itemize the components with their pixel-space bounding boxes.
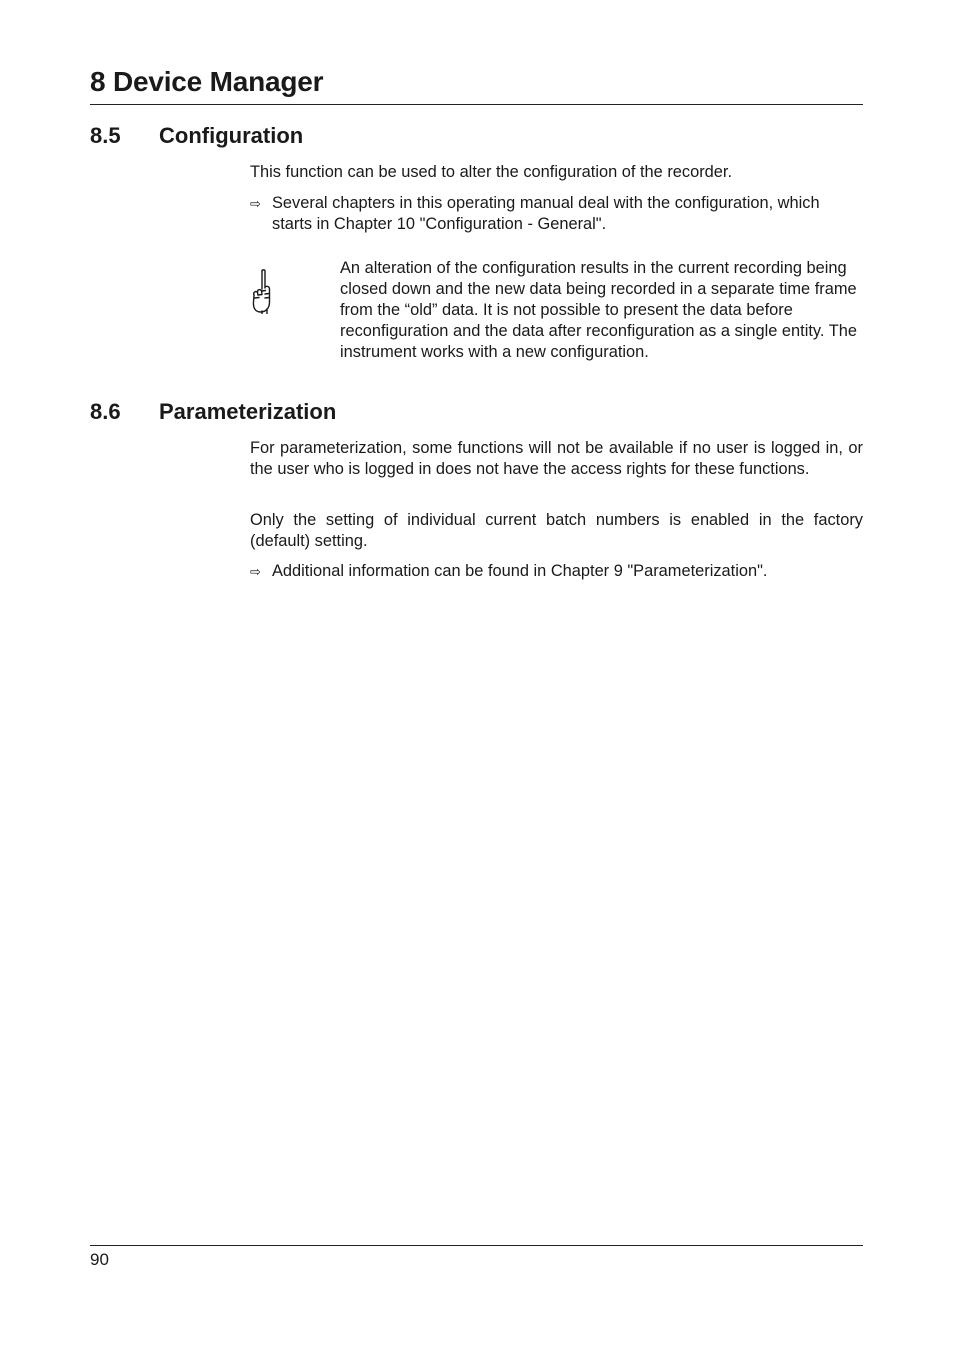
arrow-right-icon: ⇨ bbox=[250, 196, 261, 211]
section-title: Parameterization bbox=[159, 399, 337, 424]
configuration-intro: This function can be used to alter the configuration of the recorder. bbox=[250, 163, 732, 181]
header-rule bbox=[90, 104, 863, 105]
parameterization-para-1: For parameterization, some functions will not be available if no user is logged in, or the user who is logged in does not have the access rights for these functions. bbox=[250, 439, 863, 478]
parameterization-para-2: Only the setting of individual current batch numbers is enabled in the factory (default) setting. bbox=[250, 511, 863, 550]
section-title: Configuration bbox=[159, 123, 304, 148]
section-number: 8.5 bbox=[90, 123, 121, 148]
footer-rule bbox=[90, 1245, 863, 1246]
page-number: 90 bbox=[90, 1250, 109, 1269]
parameterization-xref-text: Additional information can be found in Chapter 9 "Parameterization". bbox=[272, 562, 768, 580]
chapter-title: 8 Device Manager bbox=[90, 66, 324, 97]
configuration-xref bbox=[250, 193, 863, 235]
section-heading-parameterization bbox=[90, 398, 336, 426]
section-heading-configuration bbox=[90, 122, 303, 150]
arrow-right-icon: ⇨ bbox=[250, 564, 261, 579]
parameterization-xref bbox=[250, 561, 863, 582]
configuration-xref-text: Several chapters in this operating manual deal with the configuration, which starts in Chapter 10 "Configuration - General". bbox=[272, 194, 820, 233]
pointing-hand-icon bbox=[250, 268, 276, 314]
configuration-note: An alteration of the configuration results in the current recording being closed down and the new data being recorded in a separate time frame from the “old” data. It is not possible to present the data before reconfiguration and the data after reconfiguration as a single entity. The instrument works with a new configuration. bbox=[340, 259, 857, 361]
section-number: 8.6 bbox=[90, 399, 121, 424]
